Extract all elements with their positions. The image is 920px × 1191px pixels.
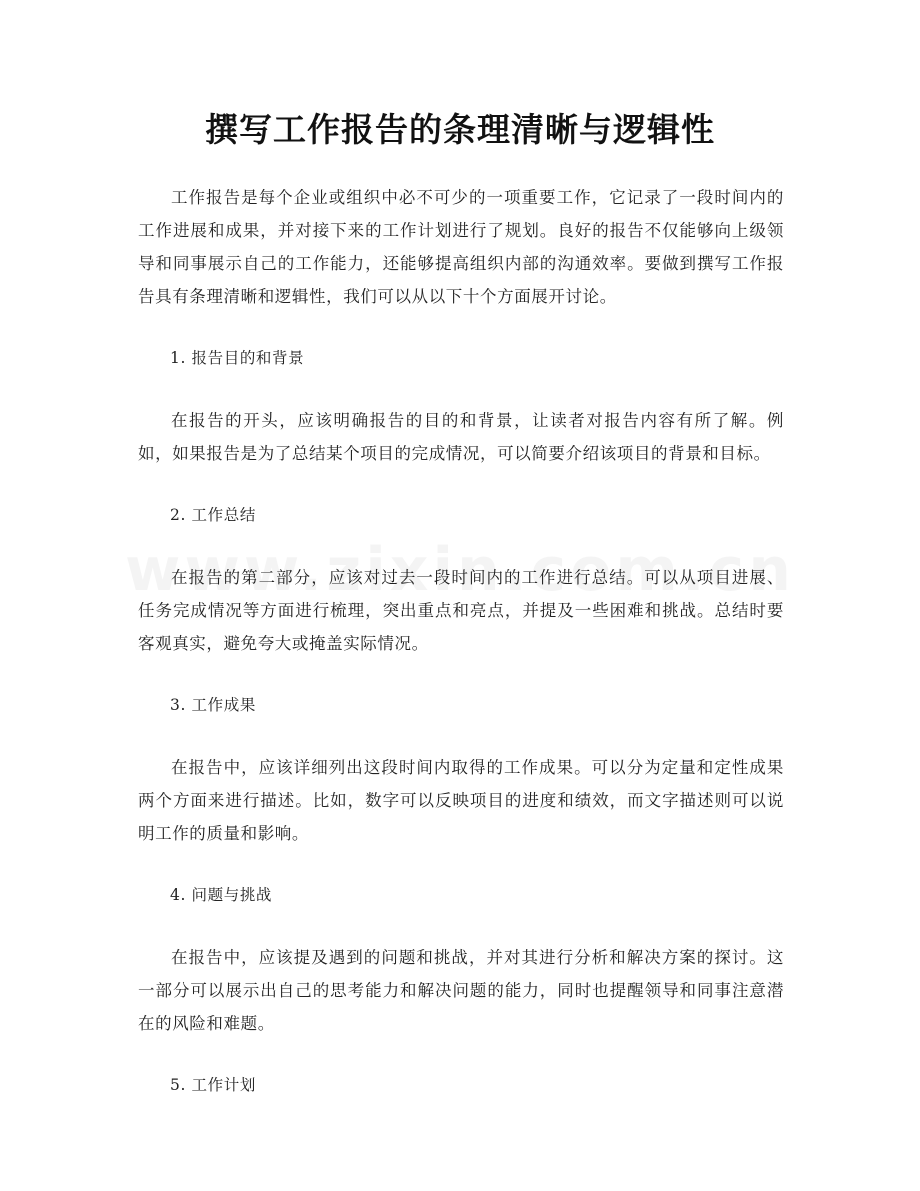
section-heading-4: 4. 问题与挑战: [170, 886, 273, 904]
section-body-4: 在报告中，应该提及遇到的问题和挑战，并对其进行分析和解决方案的探讨。这一部分可以展示出自己的思考能力和解决问题的能力，同时也提醒领导和同事注意潜在的风险和难题。: [138, 948, 784, 1033]
section-heading-2: 2. 工作总结: [170, 506, 256, 524]
section-heading-5: 5. 工作计划: [170, 1076, 256, 1094]
section-heading-3: 3. 工作成果: [170, 696, 256, 714]
section-body-2: 在报告的第二部分，应该对过去一段时间内的工作进行总结。可以从项目进展、任务完成情况等方面进行梳理，突出重点和亮点，并提及一些困难和挑战。总结时要客观真实，避免夸大或掩盖实际情况。: [138, 568, 784, 653]
document-body: [138, 181, 784, 1131]
section-body-3: 在报告中，应该详细列出这段时间内取得的工作成果。可以分为定量和定性成果两个方面来进行描述。比如，数字可以反映项目的进度和绩效，而文字描述则可以说明工作的质量和影响。: [138, 758, 784, 843]
section-heading-1: 1. 报告目的和背景: [170, 349, 305, 367]
page-title: 撰写工作报告的条理清晰与逻辑性: [205, 110, 715, 149]
intro-paragraph: 工作报告是每个企业或组织中必不可少的一项重要工作，它记录了一段时间内的工作进展和成果，并对接下来的工作计划进行了规划。良好的报告不仅能够向上级领导和同事展示自己的工作能力，还能够提高组织内部的沟通效率。要做到撰写工作报告具有条理清晰和逻辑性，我们可以从以下十个方面展开讨论。: [138, 188, 784, 306]
section-body-1: 在报告的开头，应该明确报告的目的和背景，让读者对报告内容有所了解。例如，如果报告是为了总结某个项目的完成情况，可以简要介绍该项目的背景和目标。: [138, 411, 784, 463]
